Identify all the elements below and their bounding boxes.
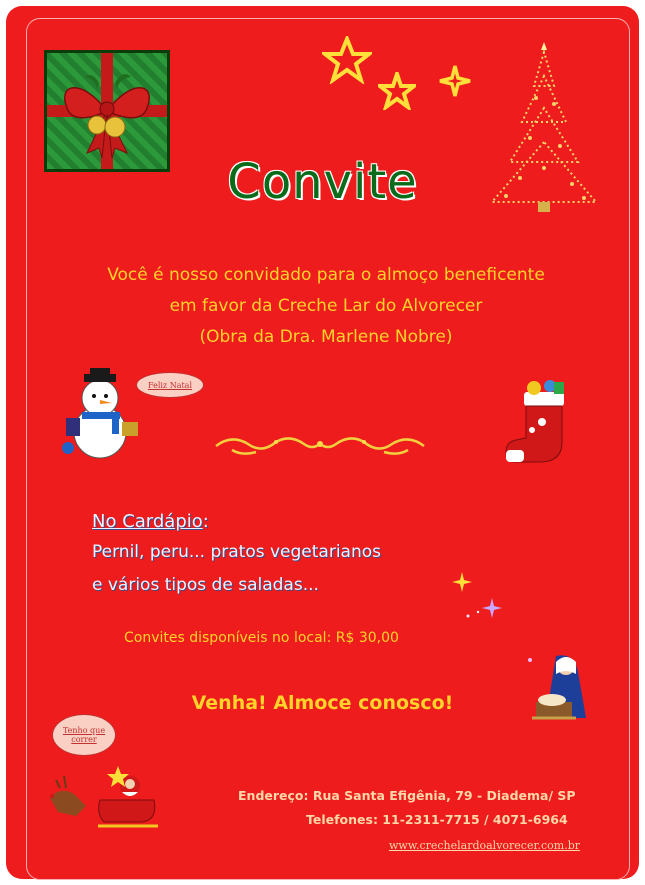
star-icon [322,36,372,84]
address-text: Endereço: Rua Santa Efigênia, 79 - Diadema/ SP [238,788,576,803]
sparkles-decoration [450,568,520,668]
speech-bubble: Feliz Natal [136,372,204,398]
santa-sleigh-icon [46,762,166,832]
price-info: Convites disponíveis no local: R$ 30,00 [124,630,399,646]
speech-bubble: Tenho que correr [52,714,116,756]
intro-line: (Obra da Dra. Marlene Nobre) [199,327,453,347]
nativity-icon [526,648,600,730]
invitation-card [6,6,639,879]
christmas-stocking-icon [502,378,582,468]
phone-text: Telefones: 11-2311-7715 / 4071-6964 [306,812,568,827]
menu-heading-colon: : [202,511,209,532]
ornament-divider [212,432,428,458]
bow-icon [47,53,167,169]
intro-line: em favor da Creche Lar do Alvorecer [169,296,483,316]
star-icon [378,72,416,110]
menu-heading [92,511,209,532]
menu-heading-label: No Cardápio [92,511,203,532]
intro-line: Você é nosso convidado para o almoço beneficente [107,265,545,285]
invitation-intro [46,260,606,353]
invitation-title: Convite [227,154,418,210]
menu-item: e vários tipos de saladas... [92,575,319,595]
snowman-icon [56,368,142,464]
website-link[interactable]: www.crechelardoalvorecer.com.br [389,839,581,852]
sparkle-star-icon [438,64,472,98]
menu-item: Pernil, peru... pratos vegetarianos [92,542,381,562]
call-to-action: Venha! Almoce conosco! [191,692,454,714]
